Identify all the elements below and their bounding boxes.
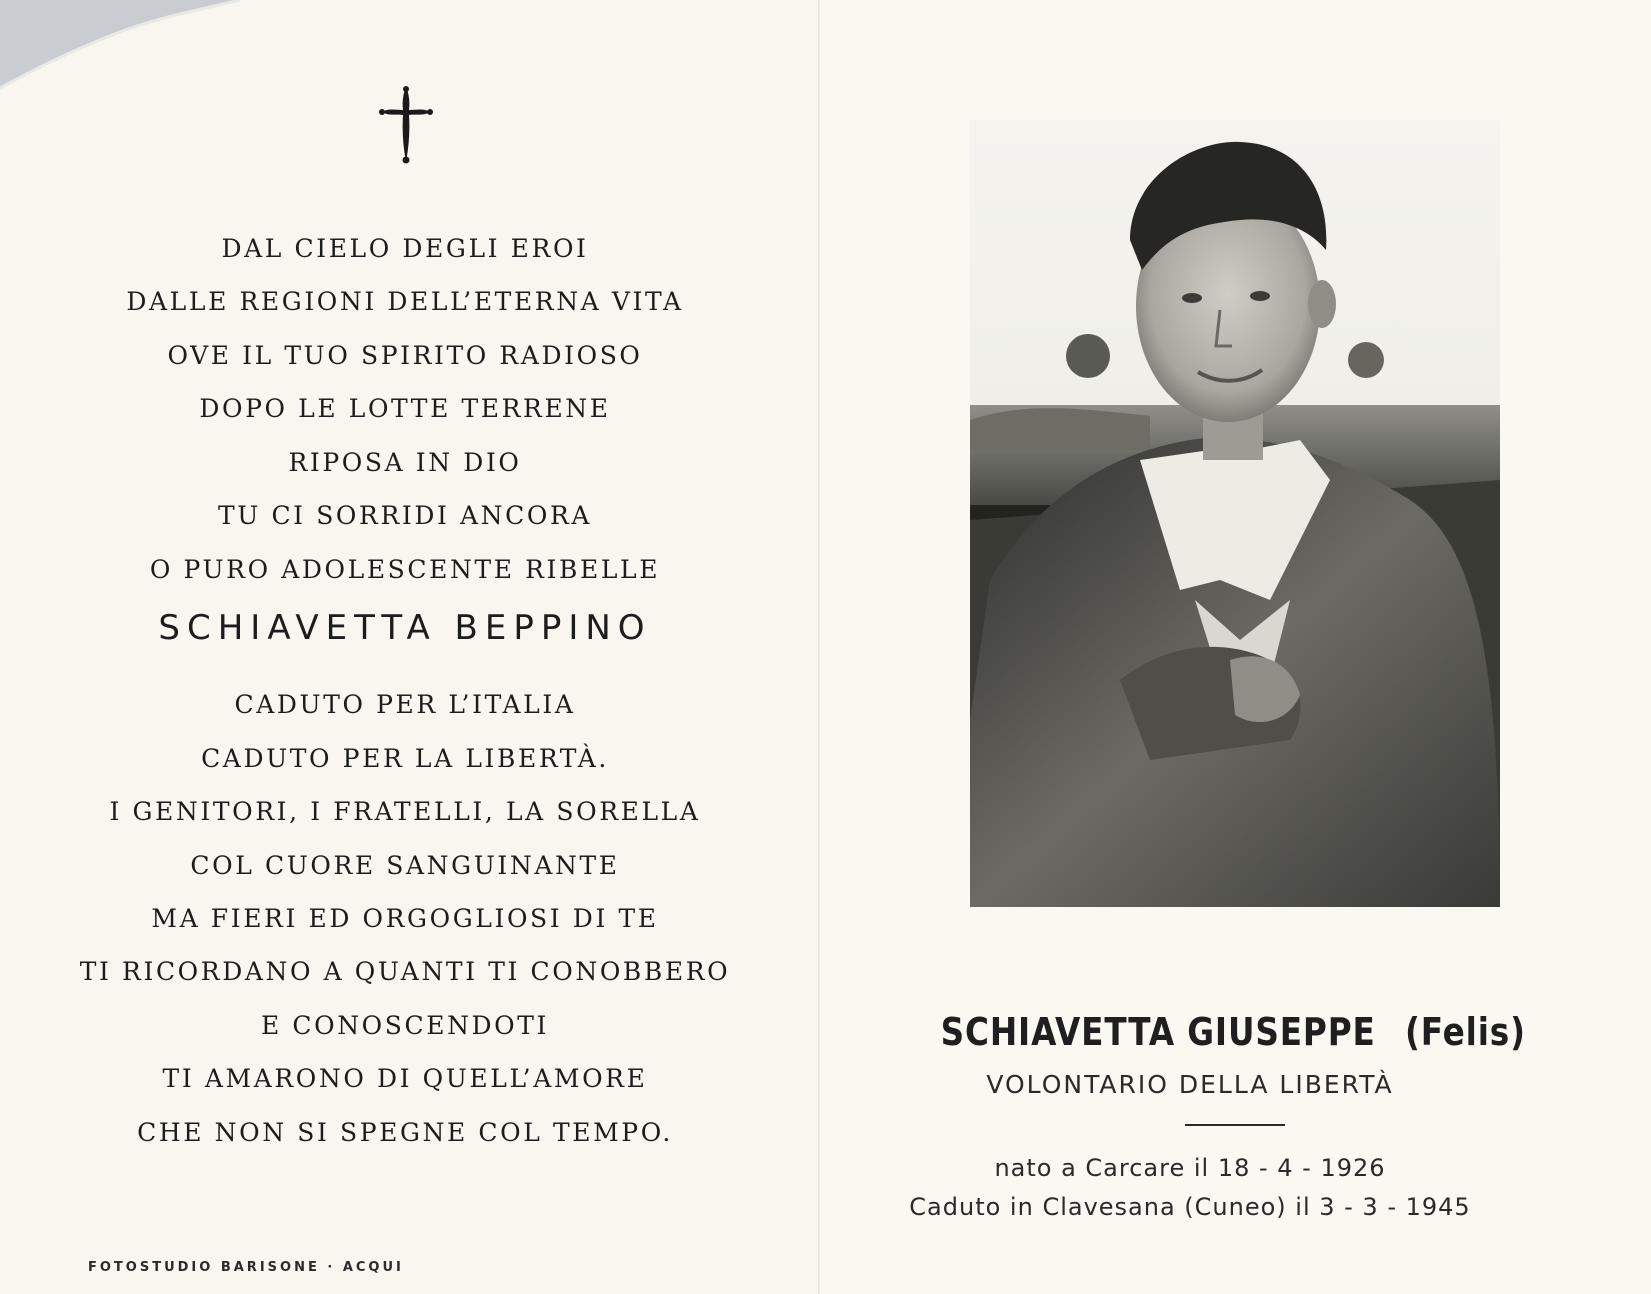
poem-line: O PURO ADOLESCENTE RIBELLE	[149, 555, 661, 584]
poem-line: DAL CIELO DEGLI EROI	[221, 234, 589, 263]
left-page	[0, 0, 820, 1294]
poem-line: COL CUORE SANGUINANTE	[190, 851, 620, 880]
latin-cross-icon	[378, 84, 434, 164]
poem-name: SCHIAVETTA BEPPINO	[158, 608, 652, 648]
portrait-photo	[970, 120, 1500, 907]
divider	[1185, 1124, 1285, 1126]
poem-line: I GENITORI, I FRATELLI, LA SORELLA	[109, 797, 701, 826]
birth-line: nato a Carcare il 18 - 4 - 1926	[994, 1154, 1386, 1182]
poem-line: OVE IL TUO SPIRITO RADIOSO	[167, 341, 643, 370]
poem-line: RIPOSA IN DIO	[288, 448, 522, 477]
poem-line: DALLE REGIONI DELL’ETERNA VITA	[126, 287, 684, 316]
poem-line: CADUTO PER LA LIBERTÀ.	[201, 744, 609, 773]
subtitle: VOLONTARIO DELLA LIBERTÀ	[986, 1070, 1394, 1099]
poem-line: MA FIERI ED ORGOGLIOSI DI TE	[151, 904, 659, 933]
death-line: Caduto in Clavesana (Cuneo) il 3 - 3 - 1945	[909, 1193, 1471, 1221]
name-alias: (Felis)	[1404, 1010, 1526, 1054]
name-heading	[940, 1010, 1526, 1054]
poem-line: TI RICORDANO A QUANTI TI CONOBBERO	[79, 957, 731, 986]
poem-line: E CONOSCENDOTI	[260, 1011, 550, 1040]
poem-line: TI AMARONO DI QUELL’AMORE	[162, 1064, 648, 1093]
torn-corner	[0, 0, 260, 90]
poem-line: TU CI SORRIDI ANCORA	[217, 501, 593, 530]
studio-credit: FOTOSTUDIO BARISONE · ACQUI	[88, 1260, 404, 1275]
poem-line: CADUTO PER L’ITALIA	[234, 690, 576, 719]
name-main: SCHIAVETTA GIUSEPPE	[940, 1010, 1376, 1054]
poem-line: DOPO LE LOTTE TERRENE	[199, 394, 611, 423]
poem-line: CHE NON SI SPEGNE COL TEMPO.	[137, 1118, 673, 1147]
